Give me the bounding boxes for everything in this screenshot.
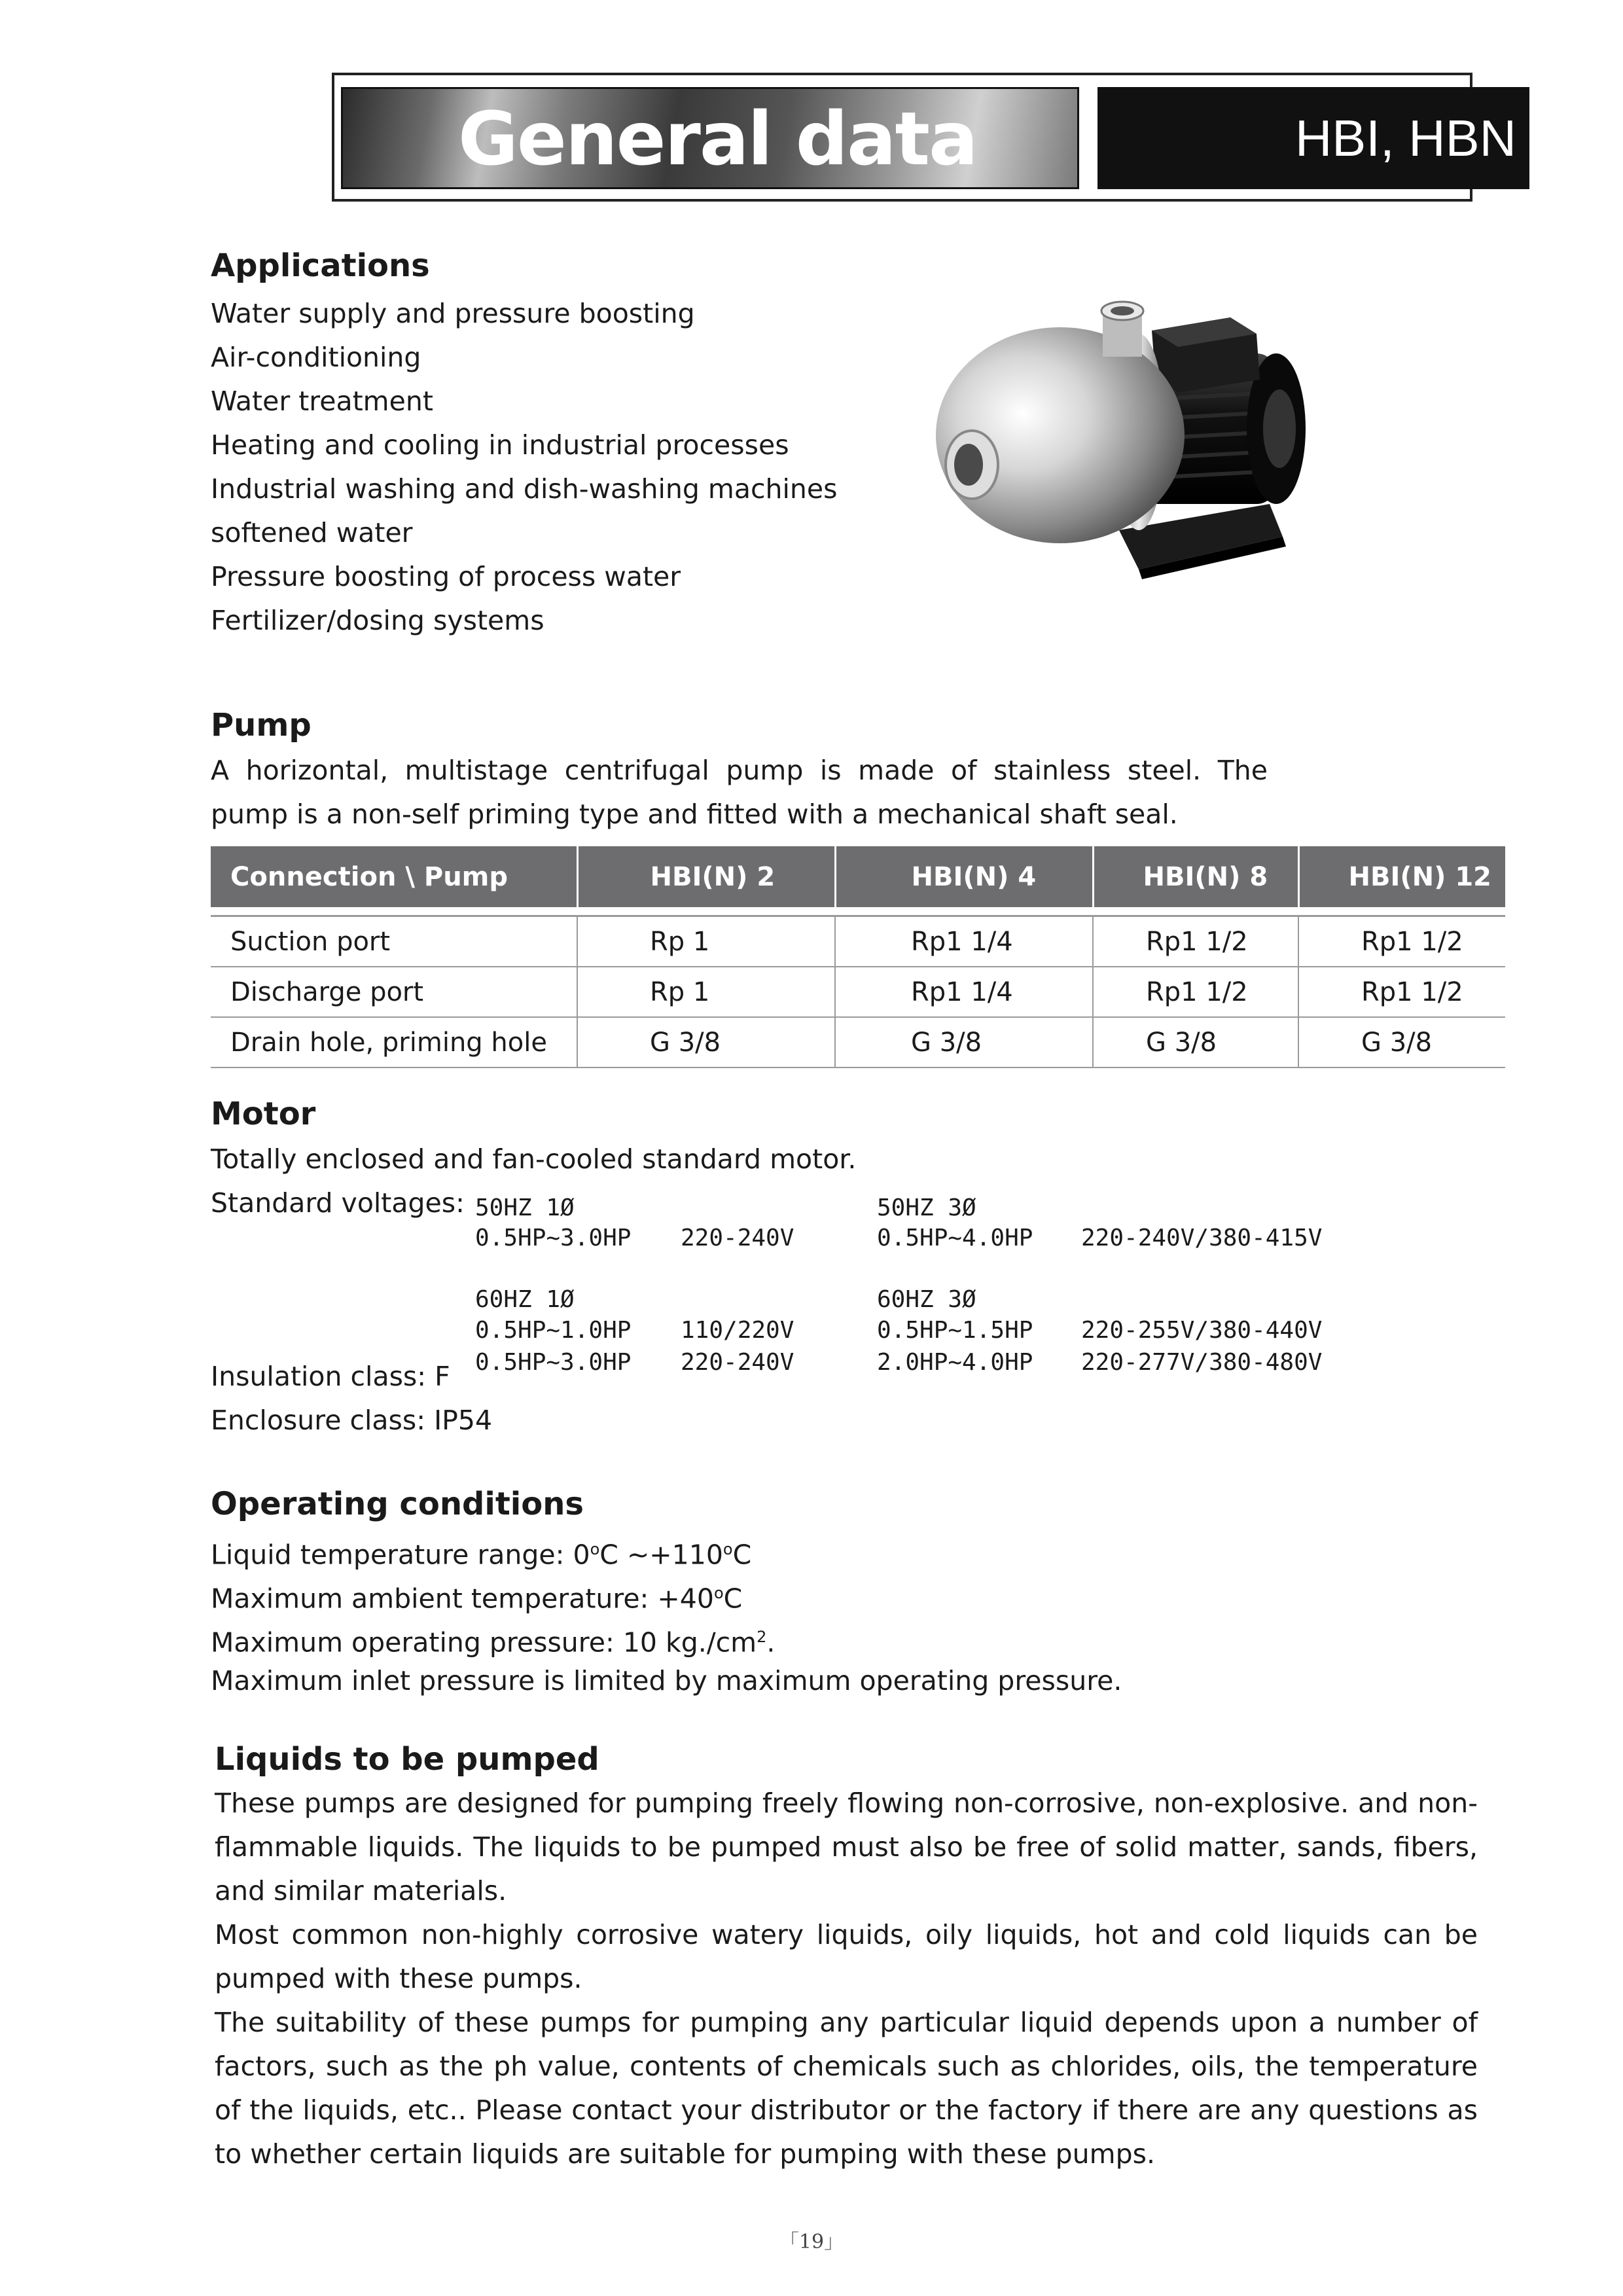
table-cell: Rp1 1/4 [835,916,1093,967]
voltage-50hz-3ph-range: 0.5HP~4.0HP [877,1225,1033,1251]
standard-voltages-label: Standard voltages: [211,1187,465,1219]
motor-heading: Motor [211,1096,316,1132]
table-cell: G 3/8 [1093,1017,1298,1067]
pressure-label: Maximum operating pressure: 10 kg./cm [211,1626,757,1659]
voltage-60hz-1ph-range-a: 0.5HP~1.0HP [475,1317,632,1344]
motor-description: Totally enclosed and fan-cooled standard motor. [211,1143,857,1175]
voltage-50hz-1ph-volt: 220-240V [681,1225,794,1251]
voltage-60hz-1ph-heading: 60HZ 1Ø [475,1286,575,1313]
insulation-class: Insulation class: F [211,1361,450,1392]
liquid-temp-label: Liquid temperature range: 0 [211,1539,590,1571]
liquid-temp-end: C [732,1539,752,1571]
voltage-60hz-3ph-range-b: 2.0HP~4.0HP [877,1349,1033,1376]
table-header-row [211,846,1505,907]
table-cell: Suction port [211,916,577,967]
table-cell: Rp1 1/2 [1093,967,1298,1017]
page-title: General data [458,97,977,182]
enclosure-class: Enclosure class: IP54 [211,1405,493,1436]
table-cell: G 3/8 [835,1017,1093,1067]
table-cell: Rp1 1/2 [1093,916,1298,967]
table-header-cell: HBI(N) 4 [835,846,1093,907]
ambient-temperature [211,1571,742,1621]
connection-table [211,846,1505,1068]
table-header-cell: HBI(N) 12 [1298,846,1505,907]
liquids-heading: Liquids to be pumped [215,1741,599,1778]
list-item: Water supply and pressure boosting [211,298,695,329]
operating-pressure [211,1615,775,1665]
degree-mark: o [713,1584,724,1602]
table-cell: Discharge port [211,967,577,1017]
pressure-end: . [766,1626,776,1659]
table-header-cell: HBI(N) 2 [577,846,835,907]
voltage-60hz-3ph-range-a: 0.5HP~1.5HP [877,1317,1033,1344]
list-item: Fertilizer/dosing systems [211,605,544,636]
voltage-60hz-3ph-volt-b: 220-277V/380-480V [1081,1349,1323,1376]
pump-heading: Pump [211,707,312,744]
table-cell: Rp 1 [577,967,835,1017]
table-row [211,967,1505,1017]
liquid-temp-mid: C ~+110 [599,1539,723,1571]
voltage-50hz-1ph-heading: 50HZ 1Ø [475,1194,575,1221]
voltage-60hz-1ph-volt-b: 220-240V [681,1349,794,1376]
liquid-temperature-range [211,1528,751,1577]
liquids-paragraph: Most common non-highly corrosive watery liquids, oily liquids, hot and cold liquids can be pumped with these pumps. [215,1919,1478,1994]
list-item: softened water [211,517,413,548]
table-cell: Rp1 1/2 [1298,967,1505,1017]
table-header-cell: Connection \ Pump [211,846,577,907]
applications-list [211,292,931,643]
list-item: Heating and cooling in industrial processes [211,429,789,461]
table-cell: Rp1 1/4 [835,967,1093,1017]
model-label: HBI, HBN [1294,109,1516,167]
pressure-superscript: 2 [757,1628,767,1646]
list-item: Industrial washing and dish-washing machines [211,473,838,505]
voltage-60hz-1ph-range-b: 0.5HP~3.0HP [475,1349,632,1376]
applications-heading: Applications [211,247,430,284]
list-item: Pressure boosting of process water [211,561,681,592]
ambient-label: Maximum ambient temperature: +40 [211,1583,714,1615]
pump-description: A horizontal, multistage centrifugal pump is made of stainless steel. The pump is a non-self priming type and fitted with a mechanical shaft seal. [211,755,1268,830]
list-item: Water treatment [211,386,433,417]
table-row [211,1017,1505,1067]
table-header-cell: HBI(N) 8 [1093,846,1298,907]
liquids-paragraph: The suitability of these pumps for pumping any particular liquid depends upon a number of factors, such as the ph value, contents of chemicals such as chlorides, oils, the temperature of the liquids, etc.. Please contact your distributor or the factory if there are any questions as to whether certain liquids are suitable for pumping with these pumps. [215,2007,1478,2170]
table-cell: G 3/8 [577,1017,835,1067]
table-cell: Rp 1 [577,916,835,967]
voltage-50hz-3ph-heading: 50HZ 3Ø [877,1194,976,1221]
voltage-50hz-1ph-range: 0.5HP~3.0HP [475,1225,632,1251]
liquids-body [215,1782,1478,2176]
operating-heading: Operating conditions [211,1486,584,1522]
voltage-60hz-1ph-volt-a: 110/220V [681,1317,794,1344]
table-cell: Rp1 1/2 [1298,916,1505,967]
degree-mark: o [722,1540,733,1558]
liquids-paragraph: These pumps are designed for pumping freely flowing non-corrosive, non-explosive. and non-flammable liquids. The liquids to be pumped must also be free of solid matter, sands, fibers, and similar materials. [215,1787,1478,1907]
table-cell: Drain hole, priming hole [211,1017,577,1067]
voltage-60hz-3ph-volt-a: 220-255V/380-440V [1081,1317,1323,1344]
inlet-pressure: Maximum inlet pressure is limited by maximum operating pressure. [211,1665,1122,1696]
pump-product-image [903,281,1322,589]
degree-mark: o [590,1540,600,1558]
ambient-end: C [723,1583,743,1615]
page-number: 「19」 [779,2231,844,2253]
table-row [211,916,1505,967]
list-item: Air-conditioning [211,342,421,373]
voltage-50hz-3ph-volt: 220-240V/380-415V [1081,1225,1323,1251]
voltage-60hz-3ph-heading: 60HZ 3Ø [877,1286,976,1313]
table-cell: G 3/8 [1298,1017,1505,1067]
